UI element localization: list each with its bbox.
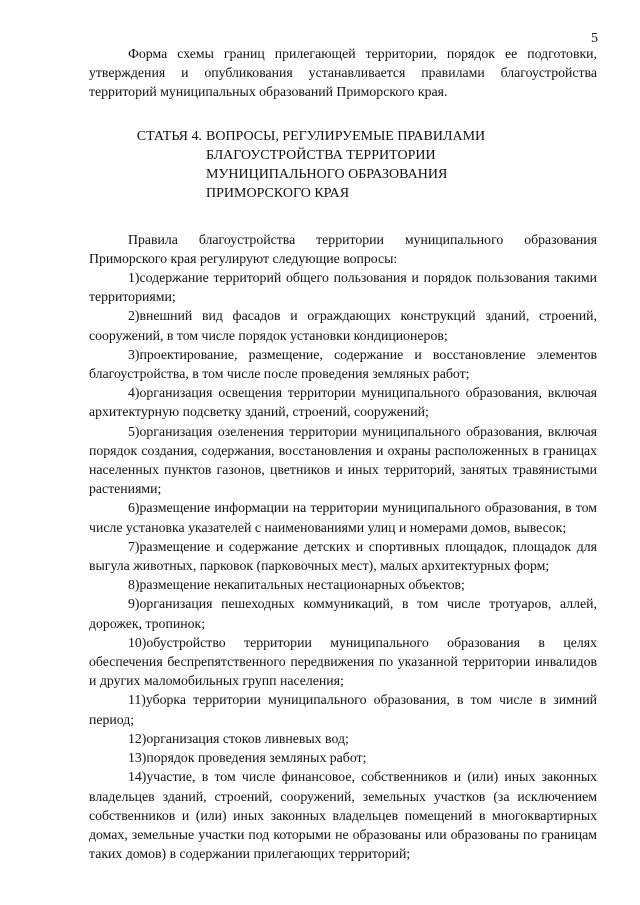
regulated-issues-list xyxy=(89,268,597,863)
list-item: 1)содержание территорий общего пользования и порядок пользования такими территориями; xyxy=(89,270,597,305)
article-title-line: ПРИМОРСКОГО КРАЯ xyxy=(206,185,350,201)
page-number: 5 xyxy=(591,31,598,46)
article-title-line: БЛАГОУСТРОЙСТВА ТЕРРИТОРИИ xyxy=(206,147,436,163)
list-item: 13)порядок проведения земляных работ; xyxy=(128,750,367,766)
list-item: 9)организация пешеходных коммуникаций, в том числе тротуаров, аллей, дорожек, тропинок; xyxy=(89,596,597,631)
intro-paragraph: Форма схемы границ прилегающей территории, порядок ее подготовки, утверждения и опубликования устанавливается правилами благоустройства территорий муниципальных образований Приморского края. xyxy=(89,46,597,100)
lead-paragraph: Правила благоустройства территории муниципального образования Приморского края регулируют следующие вопросы: xyxy=(89,231,597,266)
list-item: 8)размещение некапитальных нестационарных объектов; xyxy=(128,577,465,593)
list-item: 14)участие, в том числе финансовое, собственников и (или) иных законных владельцев зданий, строений, сооружений, земельных участков (за исключением собственников и (или) иных законных владельцев помещений в многоквартирных домах, земельные участки под которыми не образованы или образованы по границам таких домов) в содержании прилегающих территорий; xyxy=(89,769,597,862)
article-label: СТАТЬЯ 4. xyxy=(136,128,202,144)
list-item: 6)размещение информации на территории муниципального образования, в том числе установка указателей с наименованиями улиц и номерами домов, вывесок; xyxy=(89,500,597,535)
list-item: 2)внешний вид фасадов и ограждающих конструкций зданий, строений, сооружений, в том числе порядок установки кондиционеров; xyxy=(89,308,597,343)
list-item: 11)уборка территории муниципального образования, в том числе в зимний период; xyxy=(89,692,597,727)
article-heading xyxy=(89,127,597,203)
list-item: 5)организация озеленения территории муниципального образования, включая порядок создания, содержания, восстановления и охраны расположенных в границах населенных пунктов газонов, цветников и иных территорий, занятых травянистыми растениями; xyxy=(89,423,597,497)
list-item: 12)организация стоков ливневых вод; xyxy=(128,730,349,746)
list-item: 10)обустройство территории муниципального образования в целях обеспечения беспрепятственного передвижения по указанной территории инвалидов и других маломобильных групп населения; xyxy=(89,634,597,689)
article-title-line: МУНИЦИПАЛЬНОГО ОБРАЗОВАНИЯ xyxy=(206,166,448,182)
list-item: 7)размещение и содержание детских и спортивных площадок, площадок для выгула животных, парковок (парковочных мест), малых архитектурных форм; xyxy=(89,538,597,574)
list-item: 3)проектирование, размещение, содержание и восстановление элементов благоустройства, в том числе после проведения земляных работ; xyxy=(89,346,597,382)
document-body xyxy=(89,44,597,863)
article-title-line: ВОПРОСЫ, РЕГУЛИРУЕМЫЕ ПРАВИЛАМИ xyxy=(206,128,486,144)
article-heading-row xyxy=(89,127,597,203)
list-item: 4)организация освещения территории муниципального образования, включая архитектурную подсветку зданий, строений, сооружений; xyxy=(89,385,597,420)
article-title xyxy=(206,127,597,203)
